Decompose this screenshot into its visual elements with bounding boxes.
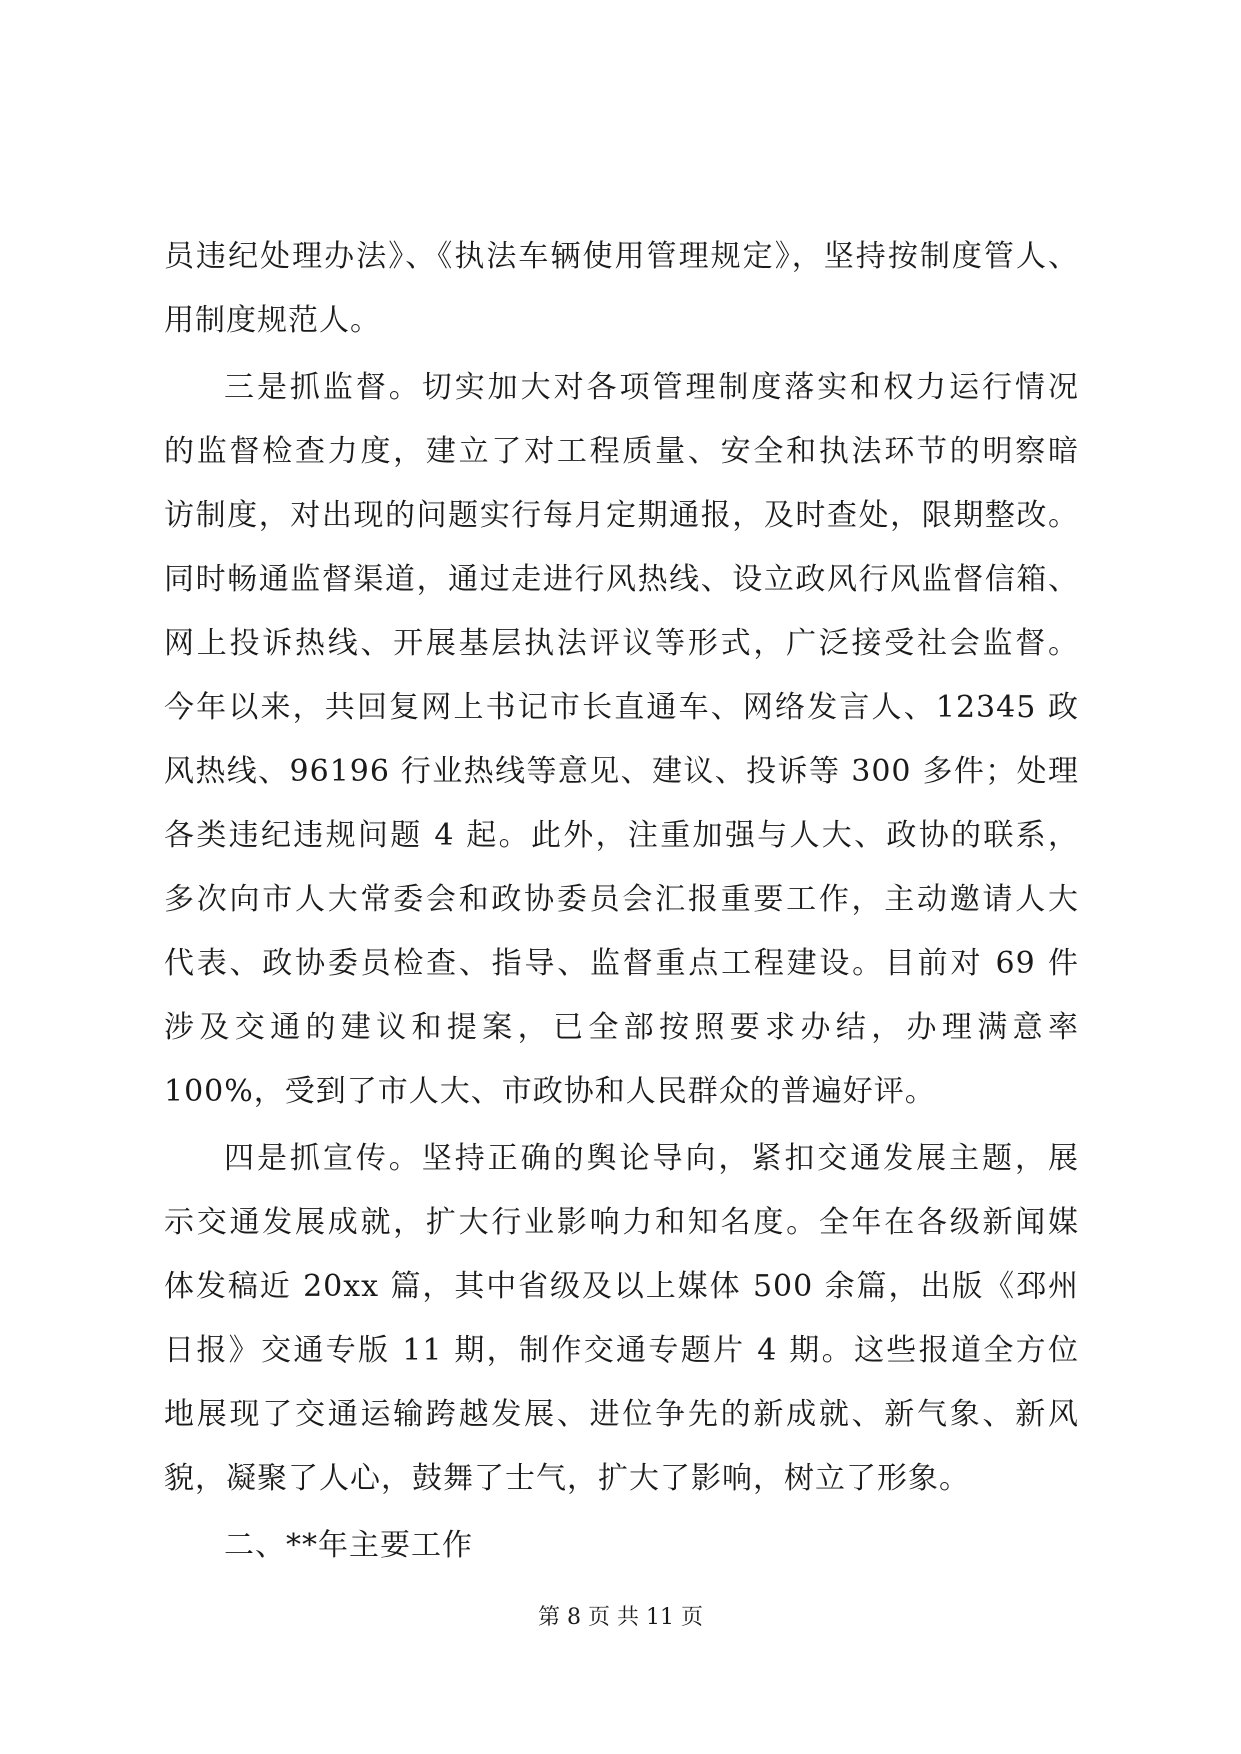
section-heading: 二、**年主要工作 (224, 1528, 473, 1563)
text-line: 访制度，对出现的问题实行每月定期通报，及时查处，限期整改。 (164, 498, 1079, 533)
text-line: 今年以来，共回复网上书记市长直通车、网络发言人、12345 政 (164, 690, 1079, 725)
text-line: 貌，凝聚了人心，鼓舞了士气，扩大了影响，树立了形象。 (164, 1461, 970, 1496)
text-line: 代表、政协委员检查、指导、监督重点工程建设。目前对 69 件 (164, 946, 1079, 981)
text-line: 员违纪处理办法》、《执法车辆使用管理规定》，坚持按制度管人、 (164, 239, 1079, 274)
text-line: 100%，受到了市人大、市政协和人民群众的普遍好评。 (164, 1074, 936, 1109)
text-line: 多次向市人大常委会和政协委员会汇报重要工作，主动邀请人大 (164, 882, 1079, 917)
text-line: 涉及交通的建议和提案，已全部按照要求办结，办理满意率 (164, 1010, 1079, 1045)
text-line: 地展现了交通运输跨越发展、进位争先的新成就、新气象、新风 (164, 1397, 1079, 1432)
text-line: 各类违纪违规问题 4 起。此外，注重加强与人大、政协的联系， (164, 818, 1079, 853)
text-line: 体发稿近 20xx 篇，其中省级及以上媒体 500 余篇，出版《邳州 (164, 1269, 1079, 1304)
text-line: 同时畅通监督渠道，通过走进行风热线、设立政风行风监督信箱、 (164, 562, 1079, 597)
text-line: 的监督检查力度，建立了对工程质量、安全和执法环节的明察暗 (164, 434, 1079, 469)
document-body (164, 225, 1079, 1578)
page-number-footer: 第 8 页 共 11 页 (538, 1605, 703, 1630)
text-line: 四是抓宣传。坚持正确的舆论导向，紧扣交通发展主题，展 (224, 1141, 1079, 1176)
text-line: 日报》交通专版 11 期，制作交通专题片 4 期。这些报道全方位 (164, 1333, 1079, 1368)
text-line: 风热线、96196 行业热线等意见、建议、投诉等 300 多件；处理 (164, 754, 1079, 789)
text-line: 示交通发展成就，扩大行业影响力和知名度。全年在各级新闻媒 (164, 1205, 1079, 1240)
text-line: 三是抓监督。切实加大对各项管理制度落实和权力运行情况 (224, 370, 1079, 405)
text-line: 用制度规范人。 (164, 303, 381, 338)
text-line: 网上投诉热线、开展基层执法评议等形式，广泛接受社会监督。 (164, 626, 1079, 661)
